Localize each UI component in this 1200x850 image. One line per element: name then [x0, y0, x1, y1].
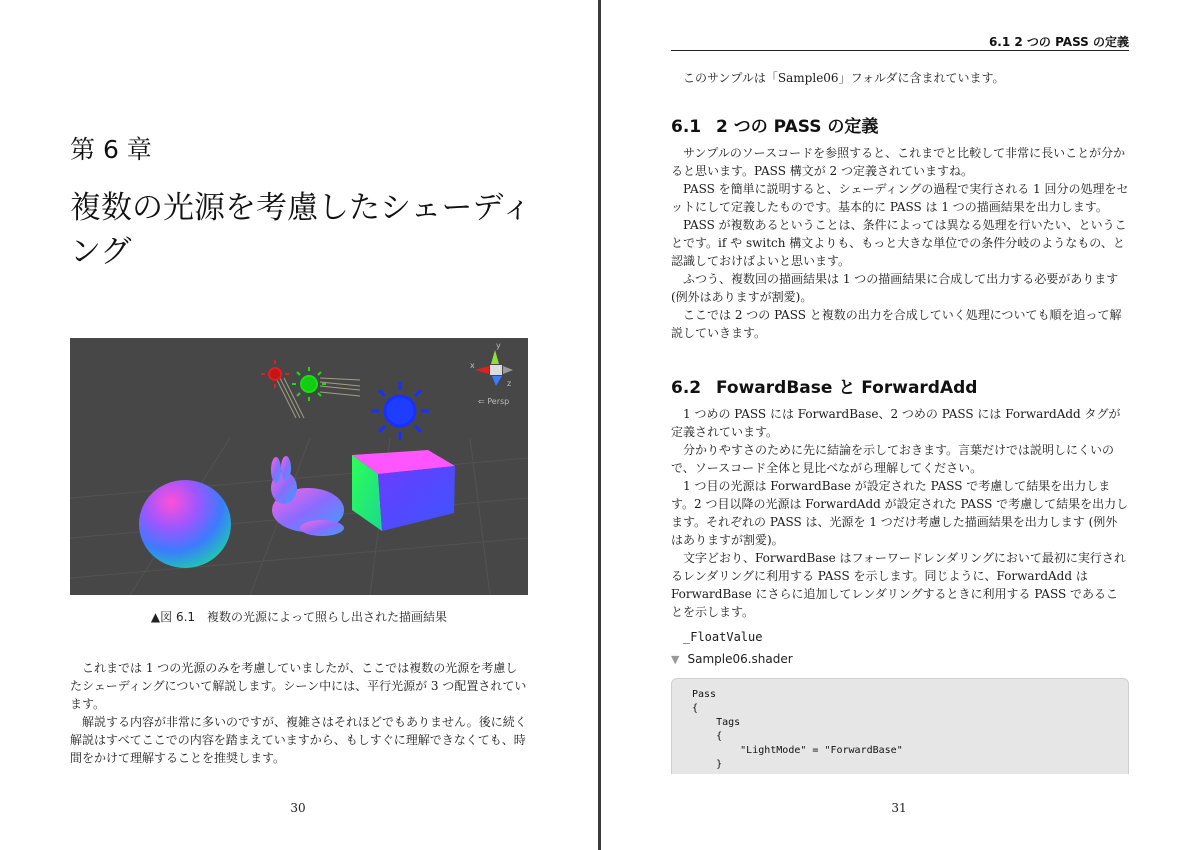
figure-caption: ▲図 6.1 複数の光源によって照らし出された描画結果 [150, 610, 448, 624]
paragraph: PASS を簡単に説明すると、シェーディングの過程で実行される 1 回分の処理をセットにして定義したものです。基本的に PASS は 1 つの描画結果を出力します。 [671, 182, 1129, 214]
gizmo-axis-z: z [507, 379, 512, 388]
header-rule [671, 50, 1129, 51]
section-6-1-body [671, 144, 1129, 342]
section-title: 2 つの PASS の定義 [716, 117, 879, 137]
page-number-right: 31 [891, 801, 907, 815]
paragraph: ここでは 2 つの PASS と複数の出力を合成していく処理についても順を追って解説していきます。 [671, 308, 1122, 340]
figure-render [70, 338, 528, 595]
paragraph: 文字どおり、ForwardBase はフォーワードレンダリングにおいて最初に実行されるレンダリングに利用する PASS を示します。同じように、ForwardAdd は ForwardBase にさらに追加してレンダリングするときに利用する PASS であることを示します。 [671, 551, 1126, 619]
gizmo-axis-y: y [496, 341, 501, 350]
page-number-left: 30 [290, 801, 306, 815]
paragraph: ふつう、複数回の描画結果は 1 つの描画結果に合成して出力する必要があります (例外はありますが割愛)。 [671, 272, 1119, 304]
code-file-name: Sample06.shader [687, 652, 793, 666]
left-page [0, 0, 598, 850]
paragraph: サンプルのソースコードを参照すると、これまでと比較して非常に長いことが分かると思います。PASS 構文が 2 つ定義されていますね。 [671, 146, 1126, 178]
float-value-label: _FloatValue [683, 630, 763, 644]
section-heading-6-2 [671, 373, 977, 398]
code-file-label[interactable] [671, 652, 793, 666]
chapter-label: 第 6 章 [70, 135, 152, 164]
paragraph: このサンプルは「Sample06」フォルダに含まれています。 [683, 71, 1005, 85]
paragraph: PASS が複数あるということは、条件によっては異なる処理を行いたい、ということです。if や switch 構文よりも、もっと大きな単位での条件分岐のようなもの、と認識しておけばよいと思います。 [671, 218, 1127, 268]
chapter-title: 複数の光源を考慮したシェーディング [70, 190, 532, 270]
paragraph: 分かりやすさのために先に結論を示しておきます。言葉だけでは説明しにくいので、ソースコード全体と見比べながら理解してください。 [671, 443, 1115, 475]
intro-text [671, 69, 1129, 87]
left-body-text [70, 659, 528, 767]
persp-label: ⇐ Persp [478, 397, 510, 406]
paragraph: 1 つめの PASS には ForwardBase、2 つめの PASS には ForwardAdd タグが定義されています。 [671, 407, 1121, 439]
section-number: 6.2 [671, 378, 702, 398]
scene-render-image [70, 338, 528, 595]
section-heading-6-1 [671, 112, 878, 137]
collapse-triangle-icon[interactable]: ▼ [671, 653, 680, 666]
right-page [601, 0, 1200, 850]
section-number: 6.1 [671, 117, 702, 137]
paragraph: 1 つ目の光源は ForwardBase が設定された PASS で考慮して結果を出力します。2 つ目以降の光源は ForwardAdd が設定された PASS で考慮して結果を出力します。それぞれの PASS は、光源を 1 つだけ考慮した描画結果を出力します (例外はありますが割愛)。 [671, 479, 1129, 547]
paragraph: 解説する内容が非常に多いのですが、複雑さはそれほどでもありません。後に続く解説はすべてここでの内容を踏まえていますから、もしすぐに理解できなくても、時間をかけて理解することを推奨します。 [70, 715, 527, 765]
code-block [671, 678, 1129, 774]
running-head: 6.1 2 つの PASS の定義 [988, 35, 1129, 49]
section-6-2-body [671, 405, 1129, 621]
gizmo-axis-x: x [470, 361, 475, 370]
axis-gizmo[interactable] [470, 341, 513, 406]
section-title: FowardBase と ForwardAdd [716, 378, 978, 398]
paragraph: これまでは 1 つの光源のみを考慮していましたが、ここでは複数の光源を考慮したシェーディングについて解説します。シーン中には、平行光源が 3 つ配置されています。 [70, 661, 527, 711]
code-text: Pass { Tags { "LightMode" = "ForwardBase" } [692, 689, 903, 770]
